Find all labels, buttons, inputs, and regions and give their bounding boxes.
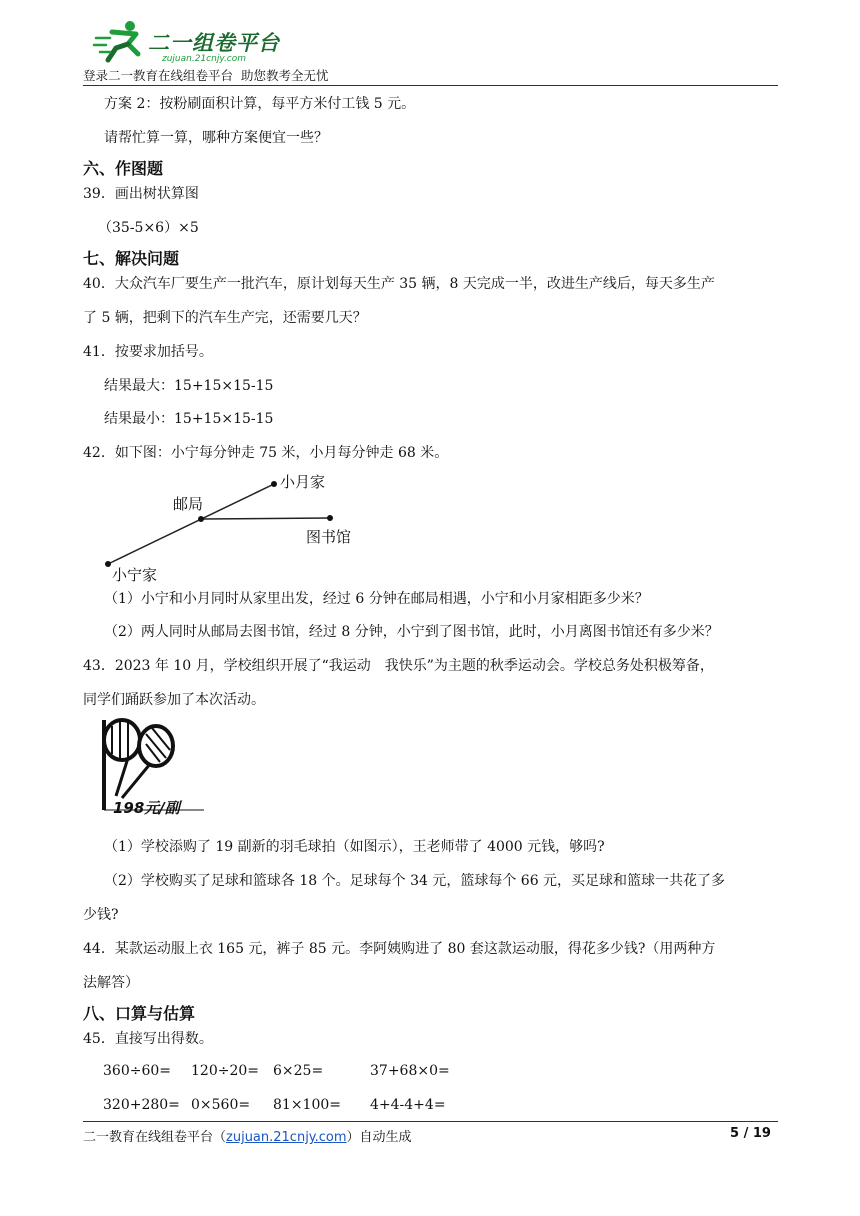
q39-expression: （35-5×6）×5 [98, 220, 199, 236]
q43-part2-line1: （2）学校购买了足球和篮球各 18 个。足球每个 34 元，篮球每个 66 元，买足球和篮球一共花了多 [104, 873, 726, 889]
route-line-post-to-library [201, 518, 330, 519]
section-heading-8: 八、口算与估算 [83, 1004, 196, 1023]
plan2-line: 方案 2：按粉刷面积计算，每平方米付工钱 5 元。 [104, 96, 416, 112]
footer-source [83, 1126, 412, 1145]
label-library: 图书馆 [306, 528, 352, 546]
calc-item: 120÷20= [191, 1063, 259, 1079]
calc-item: 0×560= [191, 1097, 251, 1113]
q40-line2: 了 5 辆，把剩下的汽车生产完，还需要几天？ [83, 310, 367, 326]
label-post-office: 邮局 [173, 495, 204, 513]
q43-part1: （1）学校添购了 19 副新的羽毛球拍（如图示），王老师带了 4000 元钱，够吗? [104, 839, 605, 855]
logo [92, 18, 292, 64]
help-line: 请帮忙算一算，哪种方案便宜一些？ [104, 130, 328, 146]
footer-suffix: ）自动生成 [346, 1130, 412, 1145]
q42-part2: （2）两人同时从邮局去图书馆，经过 8 分钟，小宁到了图书馆，此时，小月离图书馆还有多少米？ [104, 624, 719, 640]
section-heading-7: 七、解决问题 [83, 249, 180, 268]
q45-stem: 45．直接写出得数。 [83, 1031, 213, 1047]
q44-line1: 44．某款运动服上衣 165 元，裤子 85 元。李阿姨购进了 80 套这款运动服，得花多少钱?（用两种方 [83, 941, 716, 957]
runner-logo-icon [92, 18, 152, 64]
logo-url: zujuan.21cnjy.com [162, 54, 247, 64]
q41-stem: 41．按要求加括号。 [83, 344, 213, 360]
q43-part2-line2: 少钱? [83, 907, 119, 923]
label-xiaoyue-home: 小月家 [280, 473, 326, 491]
calc-item: 6×25= [273, 1063, 324, 1079]
q44-line2: 法解答） [83, 975, 139, 991]
point-library [327, 515, 333, 521]
label-xiaoning-home: 小宁家 [112, 566, 158, 584]
footer-rule [83, 1121, 778, 1122]
section-heading-6: 六、作图题 [83, 159, 164, 178]
q41-min: 结果最小：15+15×15-15 [104, 411, 274, 427]
q42-part1: （1）小宁和小月同时从家里出发，经过 6 分钟在邮局相遇，小宁和小月家相距多少米？ [104, 591, 649, 607]
q40-line1: 40．大众汽车厂要生产一批汽车，原计划每天生产 35 辆，8 天完成一半，改进生产线后，每天多生产 [83, 276, 715, 292]
logo-title: 二一组卷平台 [148, 31, 280, 55]
calc-item: 37+68×0= [370, 1063, 450, 1079]
footer-prefix: 二一教育在线组卷平台（ [83, 1130, 227, 1145]
header-rule [83, 85, 778, 86]
q43-line1: 43．2023 年 10 月，学校组织开展了“我运动 我快乐”为主题的秋季运动会。学校总务处积极筹备， [83, 658, 714, 674]
q43-line2: 同学们踊跃参加了本次活动。 [83, 692, 265, 708]
q39-stem: 39．画出树状算图 [83, 186, 199, 202]
calc-item: 81×100= [273, 1097, 341, 1113]
point-xiaoning [105, 561, 111, 567]
q42-stem: 42．如下图：小宁每分钟走 75 米，小月每分钟走 68 米。 [83, 445, 449, 461]
calc-item: 320+280= [103, 1097, 180, 1113]
point-post [198, 516, 204, 522]
racket-price-label: 198元/副 [113, 799, 180, 817]
point-xiaoyue [271, 481, 277, 487]
q41-max: 结果最大：15+15×15-15 [104, 378, 274, 394]
header-tagline: 登录二一教育在线组卷平台 助您教考全无忧 [83, 68, 329, 83]
calc-item: 360÷60= [103, 1063, 171, 1079]
footer-link[interactable]: zujuan.21cnjy.com [226, 1130, 347, 1145]
page-number: 5 / 19 [730, 1126, 771, 1141]
calc-item: 4+4-4+4= [370, 1097, 446, 1113]
